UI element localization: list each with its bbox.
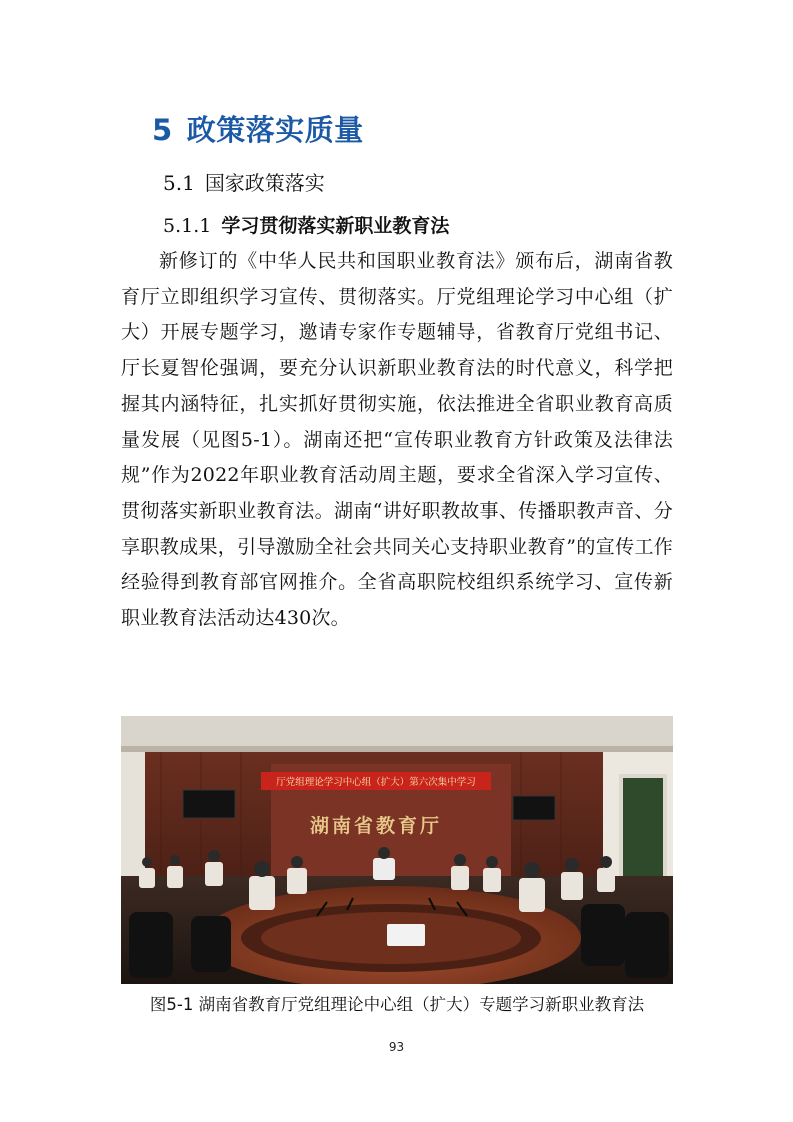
meeting-photo: [121, 716, 673, 984]
section-number: 5.1: [163, 171, 195, 195]
figure-caption: 图5-1 湖南省教育厅党组理论中心组（扩大）专题学习新职业教育法: [149, 995, 645, 1014]
subsection-title-text: 学习贯彻落实新职业教育法: [221, 215, 450, 237]
section-heading: [163, 167, 325, 196]
chapter-number: 5: [152, 113, 173, 147]
page-number: 93: [388, 1040, 405, 1054]
subsection-heading: [163, 211, 449, 238]
body-paragraph: 新修订的《中华人民共和国职业教育法》颁布后，湖南省教育厅立即组织学习宣传、贯彻落实。厅党组理论学习中心组（扩大）开展专题学习，邀请专家作专题辅导，省教育厅党组书记、厅长夏智伦强调，要充分认识新职业教育法的时代意义，科学把握其内涵特征，扎实抓好贯彻实施，依法推进全省职业教育高质量发展（见图5-1）。湖南还把“宣传职业教育方针政策及法律法规”作为2022年职业教育活动周主题，要求全省深入学习宣传、贯彻落实新职业教育法。湖南“讲好职教故事、传播职教声音、分享职教成果，引导激励全社会共同关心支持职业教育”的宣传工作经验得到教育部官网推介。全省高职院校组织系统学习、宣传新职业教育法活动达430次。: [121, 250, 673, 630]
photo-wall-sign: 湖南省教育厅: [309, 815, 443, 837]
chapter-title-text: 政策落实质量: [186, 113, 364, 147]
section-title-text: 国家政策落实: [204, 171, 325, 195]
chapter-title: [152, 108, 364, 149]
photo-banner-text: 厅党组理论学习中心组（扩大）第六次集中学习: [276, 777, 476, 788]
subsection-number: 5.1.1: [163, 215, 212, 237]
